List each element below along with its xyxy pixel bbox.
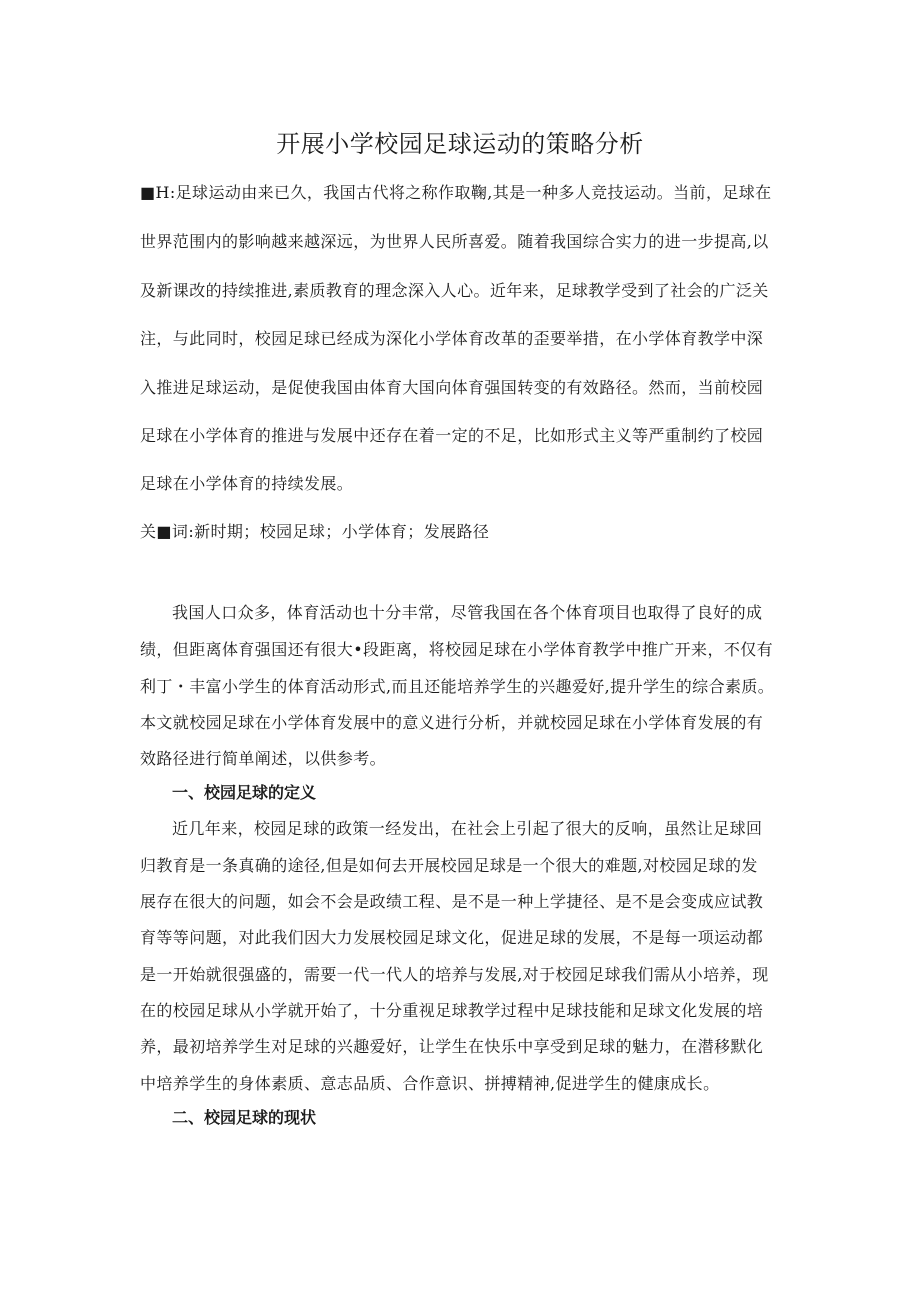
section1-line: 近几年来，校园足球的政策一经发出，在社会上引起了很大的反响，虽然让足球回 [172, 819, 763, 838]
intro-line: 我国人口众多，体育活动也十分丰常，尽管我国在各个体育项目也取得了良好的成 [172, 603, 763, 622]
intro-line: 利丁・丰富小学生的体育活动形式,而且还能培养学生的兴趣爱好,提升学生的综合素质。 [140, 677, 775, 696]
intro-line: 效路径进行简单阐述，以供参考。 [140, 749, 387, 768]
section1-line: 养，最初培养学生对足球的兴趣爱好，让学生在快乐中享受到足球的魅力，在潜移默化 [140, 1037, 764, 1056]
abstract-line: 及新课改的持续推进,素质教育的理念深入人心。近年来，足球教学受到了社会的广泛关 [140, 281, 769, 300]
section1-line: 中培养学生的身体素质、意志品质、合作意识、拼搏精神,促进学生的健康成长。 [140, 1074, 720, 1093]
intro-line: 本文就校园足球在小学体育发展中的意义进行分析，并就校园足球在小学体育发展的有 [140, 713, 764, 732]
abstract-line: 世界范围内的影响越来越深远，为世界人民所喜爱。随着我国综合实力的进一步提高,以 [140, 232, 769, 251]
document-title: 开展小学校园足球运动的策略分析 [276, 130, 644, 158]
section1-line: 归教育是一条真确的途径,但是如何去开展校园足球是一个很大的难题,对校园足球的发 [140, 856, 758, 875]
section1-line: 在的校园足球从小学就开始了，十分重视足球教学过程中足球技能和足球文化发展的培 [140, 1001, 764, 1020]
abstract-line: 注，与此同时，校园足球已经成为深化小学体育改革的歪要举措，在小学体育教学中深 [140, 329, 764, 348]
section1-line: 展存在很大的问题，如会不会是政绩工程、是不是一种上学捷径、是不是会变成应试教 [140, 892, 764, 911]
keywords-line: 关■词:新时期；校园足球；小学体育；发展路径 [140, 522, 490, 541]
section-heading: 二、校园足球的现状 [172, 1108, 317, 1127]
abstract-line: ■H:足球运动由来已久，我国古代将之称作取鞠,其是一种多人竞技运动。当前，足球在 [140, 183, 772, 202]
section1-line: 是一开始就很强盛的，需要一代一代人的培养与发展,对于校园足球我们需从小培养，现 [140, 965, 769, 984]
abstract-line: 入推进足球运动，是促使我国由体育大国向体育强国转变的有效路径。然而，当前校园 [140, 378, 764, 397]
intro-line: 绩，但距离体育强国还有很大•段距离，将校园足球在小学体育教学中推广开来，不仅有 [140, 640, 774, 659]
section1-line: 育等等问题，对此我们因大力发展校园足球文化，促进足球的发展，不是每一项运动都 [140, 928, 764, 947]
abstract-line: 足球在小学体育的推进与发展中还存在着一定的不足，比如形式主义等严重制约了校园 [140, 426, 764, 445]
abstract-line: 足球在小学体育的持续发展。 [140, 474, 354, 493]
section-heading: 一、校园足球的定义 [172, 783, 317, 802]
